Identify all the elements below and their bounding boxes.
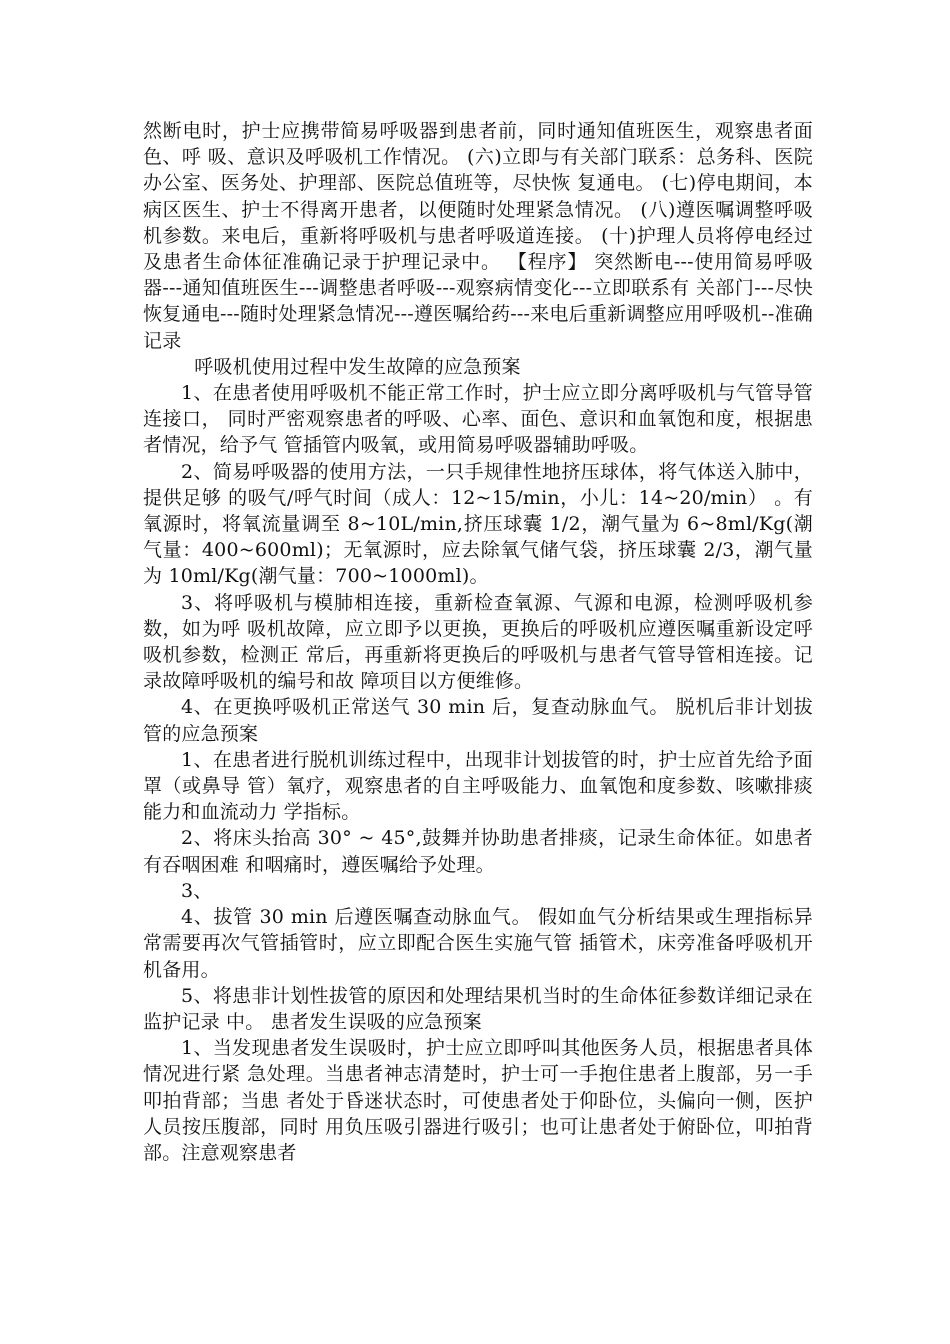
paragraph-power-outage: 然断电时，护士应携带简易呼吸器到患者前，同时通知值班医生，观察患者面色、呼 吸、意识及呼吸机工作情况。 (六)立即与有关部门联系：总务科、医院办公室、医务处、护理部、医院总值班等，尽快恢 复通电。 (七)停电期间，本病区医生、护士不得离开患者，以便随时处理紧急情况。 (八)遵医嘱调整呼吸机参数。来电后，重新将呼吸机与患者呼吸道连接。 (十)护理人员将停电经过及患者生命体征准确记录于护理记录中。 【程序】 突然断电---使用简易呼吸器---通知值班医生---调整患者呼吸---观察病情变化---立即联系有 关部门---尽快恢复通电---随时处理紧急情况---遵医嘱给药---来电后重新调整应用呼吸机--准确记录 xyxy=(143,120,813,352)
section-heading-ventilator-failure: 呼吸机使用过程中发生故障的应急预案 xyxy=(194,355,521,378)
paragraph-extubation-1: 1、在患者进行脱机训练过程中，出现非计划拔管的时，护士应首先给予面罩（或鼻导 管）氧疗，观察患者的自主呼吸能力、血氧饱和度参数、咳嗽排痰能力和血流动力 学指标。 xyxy=(143,748,813,824)
paragraph-ventilator-4: 4、在更换呼吸机正常送气 30 min 后，复查动脉血气。 脱机后非计划拔管的应急预案 xyxy=(143,696,813,745)
paragraph-aspiration-1: 1、当发现患者发生误吸时，护士应立即呼叫其他医务人员，根据患者具体情况进行紧 急处理。当患者神志清楚时，护士可一手抱住患者上腹部，另一手叩拍背部；当患 者处于昏迷状态时，可使患者处于仰卧位，头偏向一侧，医护人员按压腹部，同时 用负压吸引器进行吸引；也可让患者处于俯卧位，叩拍背部。注意观察患者 xyxy=(143,1037,813,1164)
paragraph-ventilator-2: 2、简易呼吸器的使用方法，一只手规律性地挤压球体，将气体送入肺中，提供足够 的吸气/呼气时间（成人：12~15/min，小儿：14~20/min） 。有氧源时，将氧流量调至 8~10L/min,挤压球囊 1/2，潮气量为 6~8ml/Kg(潮气量：400~600ml)；无氧源时，应去除氧气储气袋，挤压球囊 2/3，潮气量为 10ml/Kg(潮气量：700~1000ml)。 xyxy=(143,460,813,588)
paragraph-extubation-2: 2、将床头抬高 30° ~ 45°,鼓舞并协助患者排痰，记录生命体征。如患者有吞咽困难 和咽痛时，遵医嘱给予处理。 xyxy=(143,827,813,876)
paragraph-extubation-4: 4、拔管 30 min 后遵医嘱查动脉血气。 假如血气分析结果或生理指标异常需要再次气管插管时，应立即配合医生实施气管 插管术，床旁准备呼吸机开机备用。 xyxy=(143,906,813,981)
document-body xyxy=(143,118,813,1166)
paragraph-extubation-5: 5、将患非计划性拔管的原因和处理结果机当时的生命体征参数详细记录在监护记录 中。 患者发生误吸的应急预案 xyxy=(143,984,813,1033)
paragraph-ventilator-3: 3、将呼吸机与模肺相连接，重新检查氧源、气源和电源，检测呼吸机参数，如为呼 吸机故障，应立即予以更换，更换后的呼吸机应遵医嘱重新设定呼吸机参数，检测正 常后，再重新将更换后的呼吸机与患者气管导管相连接。记录故障呼吸机的编号和故 障项目以方便维修。 xyxy=(143,591,813,693)
paragraph-ventilator-1: 1、在患者使用呼吸机不能正常工作时，护士应立即分离呼吸机与气管导管连接口， 同时严密观察患者的呼吸、心率、面色、意识和血氧饱和度，根据患者情况，给予气 管插管内吸氧，或用简易呼吸器辅助呼吸。 xyxy=(143,382,813,457)
paragraph-extubation-3: 3、 xyxy=(181,879,213,902)
